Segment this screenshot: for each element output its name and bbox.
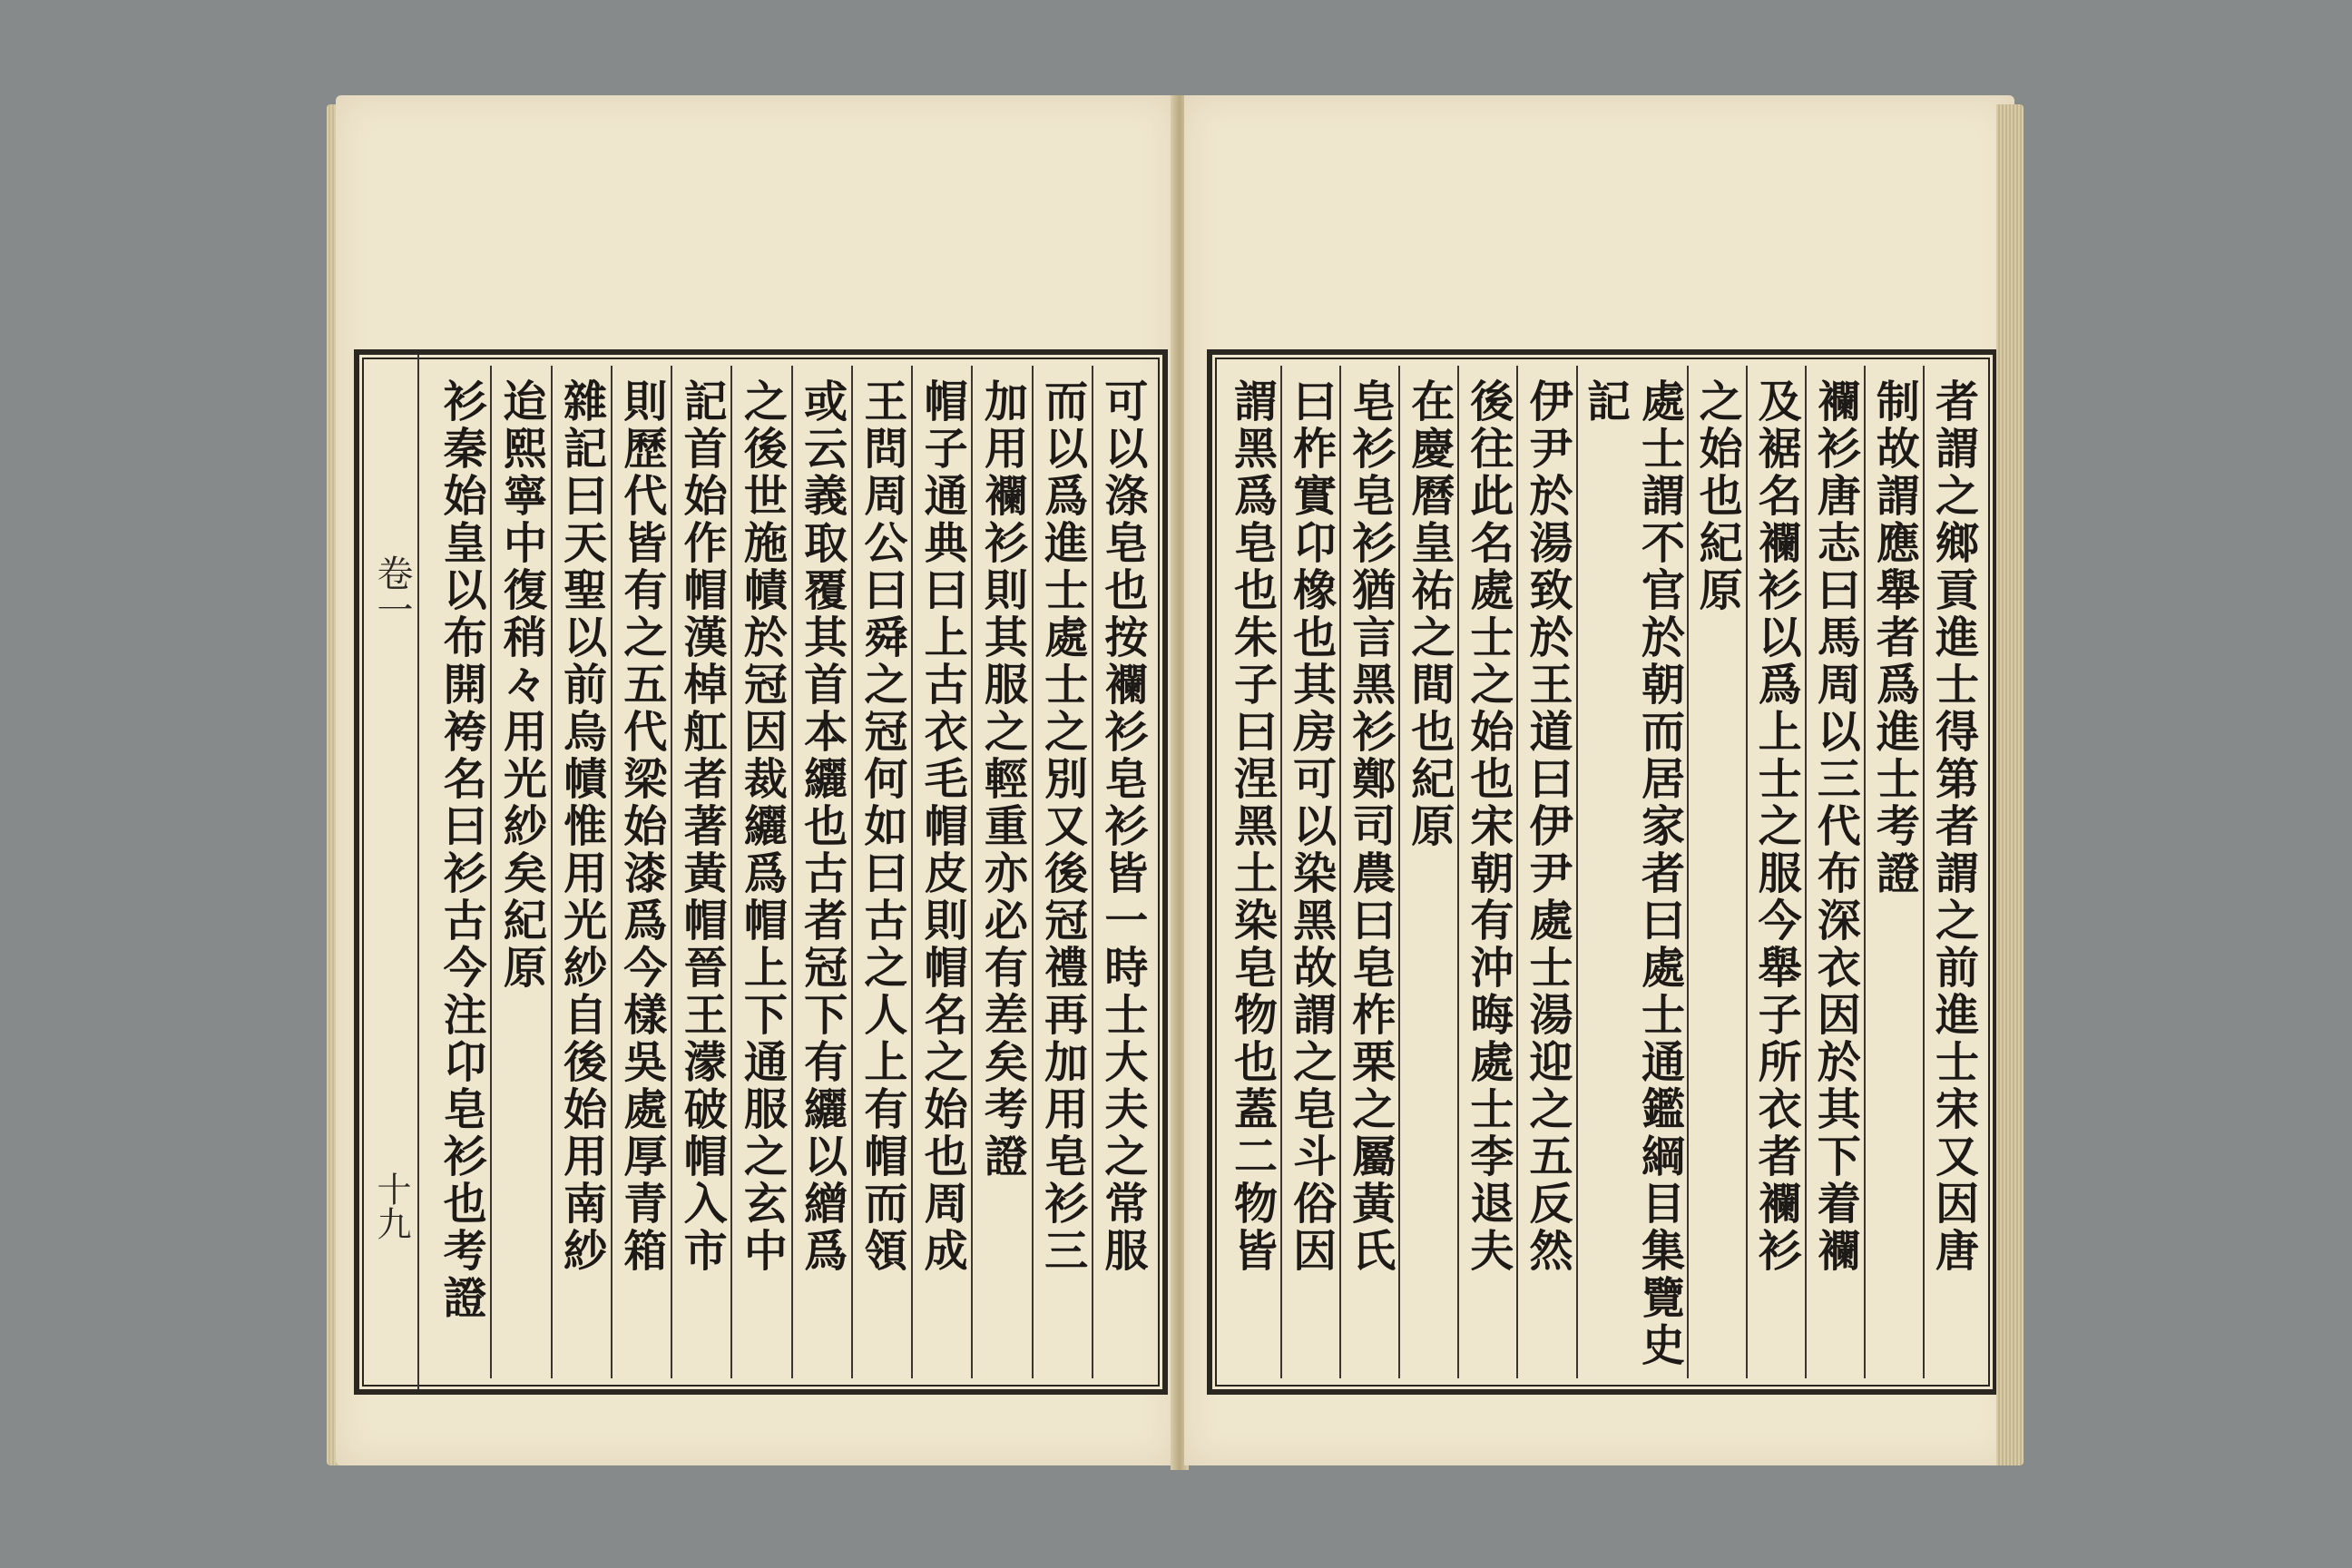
text-column: 皂衫皂衫猶言黑衫鄭司農曰皂柞栗之屬黃氏 (1339, 366, 1398, 1378)
book-edge-right (1996, 104, 2024, 1465)
text-column: 處士謂不官於朝而居家者曰處士通鑑綱目集覽史記 (1576, 366, 1687, 1378)
text-column: 加用襴衫則其服之輕重亦必有差矣考證 (971, 366, 1031, 1378)
text-column: 者謂之鄉貢進士得第者謂之前進士宋又因唐 (1923, 366, 1982, 1378)
text-column: 伊尹於湯致於王道曰伊尹處士湯迎之五反然 (1516, 366, 1575, 1378)
text-column: 帽子通典曰上古衣毛帽皮則帽名之始也周成 (911, 366, 971, 1378)
text-column: 之始也紀原 (1687, 366, 1746, 1378)
text-column: 雜記曰天聖以前烏幘惟用光紗自後始用南紗 (551, 366, 611, 1378)
text-column: 或云義取覆其首本纚也古者冠下有纚以繒爲 (791, 366, 851, 1378)
right-page (1184, 95, 2014, 1465)
right-text-columns (1223, 366, 1982, 1378)
text-column: 記首始作帽漢棹舡者著黃帽晉王濛破帽入市 (671, 366, 730, 1378)
volume-label: 卷一 (371, 554, 413, 627)
center-margin (359, 355, 419, 1389)
left-text-columns (432, 366, 1152, 1378)
text-column: 襴衫唐志曰馬周以三代布深衣因於其下着襴 (1805, 366, 1864, 1378)
left-page-frame (354, 349, 1168, 1395)
right-page-frame (1207, 349, 1998, 1395)
open-book (327, 95, 2024, 1475)
text-column: 而以爲進士處士之別又後冠禮再加用皂衫三 (1032, 366, 1092, 1378)
text-column: 制故謂應舉者爲進士考證 (1864, 366, 1923, 1378)
text-column: 後往此名處士之始也宋朝有沖晦處士李退夫 (1457, 366, 1516, 1378)
page-number: 十九 (371, 1171, 411, 1240)
text-column: 則歷代皆有之五代梁始漆爲今樣吳處厚青箱 (611, 366, 671, 1378)
text-column: 謂黑爲皂也朱子曰涅黑土染皂物也蓋二物皆 (1226, 378, 1278, 1275)
text-column: 可以涤皂也按襴衫皂衫皆一時士大夫之常服 (1092, 366, 1152, 1378)
text-column: 在慶曆皇祐之間也紀原 (1398, 366, 1457, 1378)
text-column: 曰柞實卬橡也其房可以染黑故謂之皂斗俗因 (1280, 366, 1339, 1378)
text-column: 迨熙寧中復稍々用光紗矣紀原 (490, 366, 550, 1378)
text-column: 衫秦始皇以布開袴名曰衫古今注卬皂衫也考證 (436, 378, 487, 1322)
text-column: 及裾名襴衫以爲上士之服今舉子所衣者襴衫 (1746, 366, 1805, 1378)
text-column: 王問周公曰舜之冠何如曰古之人上有帽而領 (851, 366, 911, 1378)
left-page (336, 95, 1175, 1465)
text-column: 之後世施幘於冠因裁纚爲帽上下通服之玄中 (730, 366, 790, 1378)
